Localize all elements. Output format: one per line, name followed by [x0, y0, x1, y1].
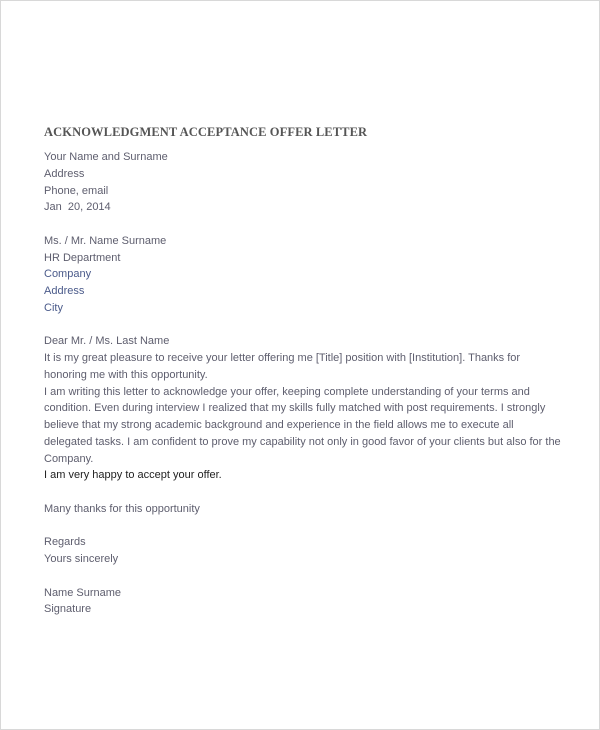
signature-name: Name Surname: [44, 586, 122, 599]
sender-address: Address: [44, 167, 85, 180]
sender-name: Your Name and Surname: [44, 151, 168, 163]
recipient-address: Address: [44, 285, 85, 297]
sender-contact: Phone, email: [44, 184, 109, 197]
salutation: Dear Mr. / Ms. Last Name: [44, 335, 170, 348]
thanks-line: Many thanks for this opportunity: [44, 502, 200, 515]
letter-date: Jan 20, 2014: [44, 201, 111, 214]
recipient-city: City: [44, 301, 63, 314]
acceptance-line: I am very happy to accept your offer.: [44, 469, 222, 482]
letter-title: ACKNOWLEDGMENT ACCEPTANCE OFFER LETTER: [44, 125, 368, 139]
closing-regards: Regards: [44, 536, 86, 549]
paragraph-1: It is my great pleasure to receive your letter offering me [Title] position with [Institution]. Thanks for honoring me with this opportunity.: [44, 352, 521, 381]
recipient-company: Company: [44, 268, 92, 281]
paragraph-2: I am writing this letter to acknowledge your offer, keeping complete understanding of your terms and condition. Even during interview I realized that my skills fully matched with post requirements. I strongly believe that my strong academic background and experience in the field allows me to execute all delegated tasks. I am confident to prove my capability not only in good favor of your clients but also for the Company.: [44, 385, 561, 465]
recipient-department: HR Department: [44, 251, 121, 264]
letter-body: [44, 149, 564, 618]
recipient-name: Ms. / Mr. Name Surname: [44, 234, 167, 247]
closing-sincerely: Yours sincerely: [44, 553, 119, 565]
signature-line: Signature: [44, 603, 92, 616]
